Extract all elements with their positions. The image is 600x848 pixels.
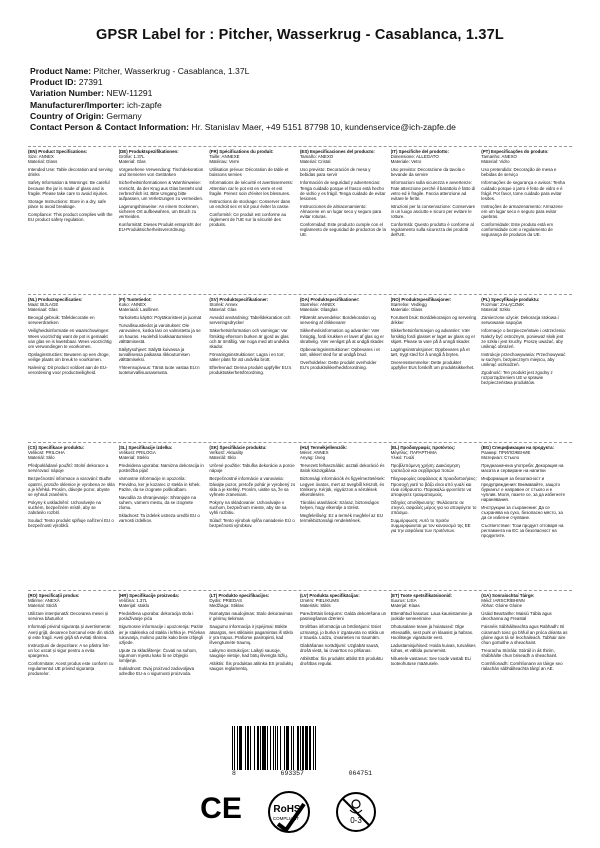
spec-paragraph: Förvaringsinstruktioner: Lagra i en torr, säker plats för att undvika brott. xyxy=(209,351,285,362)
spec-line: Medžiaga: Stiklas xyxy=(209,603,244,609)
spec-paragraph: Súlad: Tento výrobok spĺňa nariadenie EÚ o bezpečnosti výrobkov. xyxy=(209,518,295,529)
spec-line: Veľkosť: Aktuality xyxy=(209,450,243,456)
spec-paragraph: Säilytysohjeet: Säilytä kuivassa ja turvallisessa paikassa rikkoutumisen välttämiseksi. xyxy=(118,346,190,362)
svg-text:RoHS: RoHS xyxy=(273,804,301,815)
spec-paragraph: Predvidena uporaba: Namizna dekoracija in postrežba pijač xyxy=(118,463,204,474)
spec-paragraph: Storage Instructions: Store in a dry, safe place to avoid breakage. xyxy=(28,198,107,209)
meta-row: Variation Number: NEW-11291 xyxy=(30,88,153,99)
spec-paragraph: Informazioni sulla sicurezza e avvertenze: Fate attenzione perché il barattolo è fatto di vetro ed è fragile. Faccia attenzione ad evitare le ferite. xyxy=(390,180,476,201)
meta-row: Product ID: 27391 xyxy=(30,77,103,88)
spec-line: Materiāls: Stikls xyxy=(299,603,331,609)
spec-line: Materiale: Vetro xyxy=(390,159,422,165)
language-block-header: (RO) Specificații produs: xyxy=(28,593,80,598)
spec-paragraph: Forutsett bruk: Borddekorasjon og servering drikker xyxy=(390,315,477,326)
spec-paragraph: Predviđena uporaba: dekoracija stola i posluživanje pića xyxy=(118,611,194,622)
spec-paragraph: Glabāšanas norādījumi: Uzglabāt sausā, drošā vietā, lai izvairītos no plīšanas. xyxy=(299,642,380,653)
spec-line: Veličina: 1.37L xyxy=(118,598,148,604)
spec-line: Materiál: Sklo xyxy=(28,455,55,461)
spec-paragraph: Tervezett felhasználás: asztali dekoráció és italok kiszolgálása xyxy=(299,463,385,474)
language-block xyxy=(391,445,482,590)
page-title: GPSR Label for : Pitcher, Wasserkrug - Casablanca, 1.37L xyxy=(96,27,504,43)
language-block xyxy=(481,593,572,738)
language-block-header: (ES) Especificaciones del producto: xyxy=(299,149,375,154)
spec-paragraph: Tarkoitettu käyttö: Pöytäkoristeet ja juomat xyxy=(118,315,202,321)
spec-line: Material: Glas xyxy=(118,159,146,165)
language-block-header: (EN) Product Specifications: xyxy=(28,149,88,154)
spec-paragraph: Avsedd användning: Tabelldekoration och serveringsdrycker xyxy=(209,315,291,326)
spec-line: Materiaali: Lasillinen xyxy=(118,307,159,313)
spec-paragraph: Compliance: This product complies with the EU product safety regulation. xyxy=(28,211,113,223)
spec-paragraph: Úsáid Beartaithe: Maisiú Tábla agus deochanna ag Freastal xyxy=(481,611,552,622)
language-block xyxy=(28,149,119,294)
spec-line: Velikost: PRILOHA xyxy=(28,450,65,456)
language-band xyxy=(28,146,572,294)
spec-paragraph: Инструкции за съхранение: Да се съхранява на сухо, безопасно място, за да се избегне счупване. xyxy=(481,504,563,521)
spec-line: Koko: ANNEX xyxy=(118,302,146,308)
spec-line: Dimensione: ALLEGATO xyxy=(390,154,439,160)
spec-line: Material: Glas xyxy=(209,307,237,313)
spec-paragraph: Saugumo informacija ir įspėjimai: Būkite atsargūs, nes stiklainis pagamintas iš stiklo ir yra trapus. Prašome pasirūpinti, kad išvengtumėte traumų. xyxy=(209,624,294,645)
spec-paragraph: Pokyny na skladovanie: Uchovávajte v suchom, bezpečnom mieste, aby ste sa vyhli rozbitiu. xyxy=(209,499,287,516)
language-block xyxy=(300,445,391,590)
language-block-header: (LV) Produkta specifikācijas: xyxy=(299,593,360,598)
spec-paragraph: Bezpečnostní informace a varování: Buďte opatrní, protože sklenice je vyrobena ze skla a je křehká. Prosím, dávejte pozor, abyste se vyhnuli zraněním. xyxy=(28,476,115,497)
spec-paragraph: Sikkerhetsinformasjon og advarsler: Vær forsiktig fordi glasset er laget av glass og er skjørt. Please ta vare på å unngå skader. xyxy=(390,328,476,344)
spec-paragraph: Conformità: Questo prodotto è conforme al regolamento sulla sicurezza dei prodotti dell'UE. xyxy=(390,222,474,238)
language-block-header: (SL) Specifikacije izdelka: xyxy=(118,445,173,450)
spec-line: Størrelse: Vedlegg xyxy=(390,302,427,308)
spec-line: Materiał: Szkło xyxy=(481,307,511,313)
spec-paragraph: Opbevaringsinstruktioner: Opbevares i et tørt, sikkert sted for at undgå brud. xyxy=(299,346,380,357)
spec-paragraph: Instrucciones de almacenamiento: Almacene en un lugar seco y seguro para evitar roturas. xyxy=(299,203,382,220)
spec-paragraph: Biztonsági információk és figyelmeztetések: Legyen óvatos, mert az üvegből készült, és törékeny. Kérjük, vigyázzon a sérülések elkerülésére. xyxy=(299,476,385,497)
spec-paragraph: Utilisation prévue: Décoration de table et boissons servies xyxy=(209,167,289,178)
spec-paragraph: Conformidad: Este producto cumple con el reglamento de seguridad de productos de la UE. xyxy=(299,222,386,238)
spec-paragraph: Información de seguridad y advertencias: Tenga cuidado porque el frasco está hecho de vidrio y es frágil. Tenga cuidado de evitar lesiones. xyxy=(299,180,386,201)
spec-paragraph: Megfelelőség: Ez a termék megfelel az EU termékbiztonsági rendeletének. xyxy=(299,513,383,524)
spec-paragraph: Instrukcje przechowywania: Przechowywać w suchym, bezpiecznym miejscu, aby uniknąć uszkodzeń. xyxy=(481,351,566,368)
spec-paragraph: Veiligheidsinformatie en waarschuwingen: Wees voorzichtig want de pot is gemaakt van glas en is kwetsbaar. Wees voorzichtig om verwondingen te voorkomen. xyxy=(28,328,112,349)
spec-paragraph: Opslaginstructies: Bewaren op een droge, veilige plaats om breuk te voorkomen. xyxy=(28,351,110,362)
spec-paragraph: Instructions de stockage: Conserver dans un endroit sec et sûr pour éviter la casse. xyxy=(209,198,291,209)
product-meta xyxy=(30,66,456,133)
spec-paragraph: Informații privind siguranța și avertismente: Aveți grijă, deoarece borcanul este din sticlă și este fragil. Aveți grijă să evitați rănirea. xyxy=(28,624,114,640)
spec-line: Материал: Стъкло xyxy=(481,455,520,461)
spec-paragraph: Skladnost: Ta izdelek ustreza uredbi EU o varnosti izdelkov. xyxy=(118,513,200,524)
spec-line: Material: Cristal xyxy=(299,159,331,165)
spec-paragraph: Информация за безопасност и предупреждения: Внимавайте, защото бурканът е направен от стъкло и е чуплив. Моля, пазете се, за да избегнете наранявания. xyxy=(481,476,566,502)
language-block xyxy=(209,297,300,442)
spec-paragraph: Treoracha Stórála: Stóráil in áit thirim, shábháilte chun briseadh a sheachaint. xyxy=(481,647,558,658)
language-block-header: (HR) Specifikacije proizvoda: xyxy=(118,593,180,598)
spec-line: Méret: ANNEX xyxy=(299,450,329,456)
language-block xyxy=(119,445,210,590)
spec-paragraph: Sigurnosne informacije i upozorenja: Pazite jer je staklenka od stakla i krhka je. Pričekan rukovanja, molimo pazite kako biste izbjegli ozljede. xyxy=(118,624,206,645)
spec-paragraph: Uso pretendido: Decoração de mesa e bebidas de serviço xyxy=(481,167,557,178)
meta-row: Manufacturer/Importer: ich-zapfe xyxy=(30,99,162,110)
meta-row: Country of Origin: Germany xyxy=(30,110,142,121)
spec-paragraph: Ettenähtud kasutus: Laua kaunistamine ja jookide serveerimine xyxy=(390,611,473,622)
spec-paragraph: Nõuetele vastavus: See toode vastab ELi tooteohutuse määrusele. xyxy=(390,655,471,667)
spec-paragraph: Utilizare intenționată: Decorarea mesei și servirea băuturilor xyxy=(28,611,109,622)
spec-paragraph: Zgodność: Ten produkt jest zgodny z rozporządzeniem UE w sprawie bezpieczeństwa produktów. xyxy=(481,370,553,386)
spec-paragraph: Tárolási utasítások: Száraz, biztonságos helyen, hogy elkerülje a törést. xyxy=(299,499,379,510)
language-block-header: (PT) Especificações do produto: xyxy=(481,149,549,154)
spec-line: Suurus: LISA xyxy=(390,598,417,604)
language-block xyxy=(209,149,300,294)
language-block xyxy=(209,445,300,590)
spec-line: Materiaal: Glas xyxy=(28,307,58,313)
spec-paragraph: Předpokládané použití: Stolní dekorace a servírovací nápoje xyxy=(28,463,109,474)
language-block xyxy=(119,297,210,442)
spec-paragraph: Informações de segurança e avisos: Tenha cuidado porque o jarro é feito de vidro e é frágil. Por favor, tome cuidado para evitar lesões. xyxy=(481,180,565,201)
language-band xyxy=(28,442,572,590)
spec-paragraph: Zamierzone użycie: Dekoracja stołowa i serwowanie napojów xyxy=(481,315,559,326)
language-block-header: (ET) Toote spetsifikatsioonid: xyxy=(390,593,453,598)
language-block-header: (LT) Produkto specifikacijos: xyxy=(209,593,270,598)
svg-text:0-3: 0-3 xyxy=(350,816,362,825)
language-block xyxy=(391,149,482,294)
spec-paragraph: Påtænkt anvendelse: Bordekoration og servering af drikkevarer xyxy=(299,315,376,326)
spec-line: Mărime: ANEXĂ xyxy=(28,598,60,604)
spec-paragraph: Istruzioni per la conservazione: Conservare in un luogo asciutto e sicuro per evitare le rotture. xyxy=(390,203,476,220)
language-grid xyxy=(28,146,572,738)
spec-paragraph: Faisnéis Sábháilteachta agus Rabhadh: Bí cúramach toisc go bhfuil an próca déanta as gloine agus tá sé leochaileach. Tabhair aire chun gortuithe a sheachaint. xyxy=(481,624,568,645)
spec-paragraph: Laikymo instrukcijos: Laikyti sausoje, saugioje vietoje, kad būtų išvengta lūžių. xyxy=(209,647,288,658)
spec-line: Materjal: Klaas xyxy=(390,603,420,609)
spec-line: Размер: ПРИЛОЖЕНИЕ xyxy=(481,450,531,456)
spec-paragraph: Οδηγίες αποθήκευσης: Φυλάσσετε σε στεγνό, ασφαλές μέρος για να αποφύγετε το σπάσιμο. xyxy=(390,499,477,516)
spec-paragraph: Intended Use: Table decoration and serving drinks xyxy=(28,167,113,178)
spec-paragraph: Συμμόρφωση: Αυτό το προϊόν συμμορφώνεται με τον κανονισμό της ΕΕ για την ασφάλεια των προϊόντων. xyxy=(390,518,471,534)
spec-paragraph: Yhteensopivuus: Tämä tuote vastaa EU:n tuoteturvallisuusasetusta. xyxy=(118,365,200,376)
spec-paragraph: Drošības informācija un brīdinājumi: Esiet uzmanīgi, jo burka ir izgatavota no stikla un ir trausla. Lūdzu, izvairieties no traumām. xyxy=(299,624,385,640)
spec-paragraph: Προβλεπόμενη χρήση: Διακόσμηση τραπεζιού και σερβίρισμα ποτών xyxy=(390,463,460,474)
language-block xyxy=(119,149,210,294)
spec-paragraph: Naleving: Dit product voldoet aan de EU-verordening voor productveiligheid. xyxy=(28,365,108,376)
spec-line: Maat: BIJLAGE xyxy=(28,302,59,308)
spec-paragraph: Uso previsto: Decorazione da tavola e bevande da servire xyxy=(390,167,465,178)
not-for-children-0-3-icon xyxy=(334,790,378,834)
spec-line: Material: Glass xyxy=(28,159,58,165)
language-block xyxy=(300,593,391,738)
spec-line: Materijal: staklo xyxy=(118,603,150,609)
language-block-header: (GA) Sonraíochtaí Táirge: xyxy=(481,593,535,598)
spec-paragraph: Instruções de armazenamento: Armazene em um lugar seco e seguro para evitar quebras. xyxy=(481,203,563,220)
rohs-compliant-icon xyxy=(264,790,314,834)
spec-paragraph: Sicherheitsinformationen & Warnhinweise: Vorsicht, da der Krug aus Glas besteht und zerbrechlich ist. Bitte Umgang bitte aufpassen, um Verletzungen zu vermeiden. xyxy=(118,180,204,201)
spec-paragraph: Comhlíonadh: Comhlíonann an táirge seo rialachán sábháilteachta táirgí an AE. xyxy=(481,661,563,672)
spec-paragraph: Conformitate: Acest produs este conform cu regulamentul UE privind siguranța produselor. xyxy=(28,661,114,677)
spec-paragraph: Informations de sécurité et avertissements: Attention car le pot est en verre et est fragile. Prenez soin d'éviter les blessures. xyxy=(209,180,294,196)
spec-line: Material: Sticlă xyxy=(28,603,57,609)
spec-line: Ábhar: Gloine Gloine xyxy=(481,603,523,609)
spec-line: Größe: 1.37L xyxy=(118,154,145,160)
spec-line: Matériau: Verre xyxy=(209,159,240,165)
spec-line: Υλικό: Γυαλί xyxy=(390,455,415,461)
language-block-header: (FI) Tuotetiedot: xyxy=(118,297,152,302)
language-block xyxy=(391,593,482,738)
language-block-header: (FR) Spécifications du produit: xyxy=(209,149,274,154)
spec-line: Velikost: PRILOGA xyxy=(118,450,156,456)
spec-line: Storlek: Annex xyxy=(209,302,238,308)
language-block-header: (IT) Specifiche del prodotto: xyxy=(390,149,449,154)
spec-paragraph: Konformität: Dieses Produkt entspricht der EU-Produktsicherheitsverordnung. xyxy=(118,222,202,233)
spec-line: Taille: ANNEXE xyxy=(209,154,240,160)
spec-paragraph: Предназначена употреба: Декорация на масата и сервиране на напитки xyxy=(481,463,564,474)
spec-paragraph: Sukladnost: Ovaj proizvod zadovoljava odredbe EU-a o sigurnosti proizvoda. xyxy=(118,666,195,677)
barcode-digits: 8 693357 064751 xyxy=(232,770,372,777)
spec-paragraph: Určené použitie: Tabuľka dekorácie a porcie nápoje xyxy=(209,463,295,474)
language-band xyxy=(28,294,572,442)
spec-line: Rozmiar: ZAŁĄCZNIK xyxy=(481,302,525,308)
spec-paragraph: Instrucțiuni de depozitare: A se păstra într-un loc uscat și sigur pentru a evita spargerea. xyxy=(28,642,111,658)
language-block xyxy=(481,297,572,442)
spec-paragraph: Varnostne informacije in opozorila: Previdno, ker je kozarec iz stekla in krhek. Pazite, da se izognete poškodbam. xyxy=(118,476,201,492)
spec-line: Material: Vidro xyxy=(481,159,510,165)
language-block xyxy=(209,593,300,738)
spec-line: Materiale: Glasglas xyxy=(299,307,338,313)
spec-paragraph: Atbilstība: Šis produkts atbilst ES produktu drošības regulai. xyxy=(299,655,383,667)
language-block xyxy=(300,297,391,442)
spec-paragraph: Efterlevnad: Denna produkt uppfyller EU:s produktsäkerhetsförordning. xyxy=(209,365,292,376)
spec-paragraph: Soulad: Tento produkt splňuje nařízení EU o bezpečnosti výrobků. xyxy=(28,518,114,529)
language-block-header: (DE) Produktspezifikationen: xyxy=(118,149,179,154)
spec-line: Izmērs: PIELIKUMS xyxy=(299,598,340,604)
language-block-header: (PL) Specyfikacje produktu: xyxy=(481,297,540,302)
spec-paragraph: Bezpečnostné informácie a varovania: Dávajte pozor, pretože pohár je vyrobený zo skla a je krehký. Prosím, uistite sa, že sa vyhnete zraneniam. xyxy=(209,476,296,497)
language-band xyxy=(28,590,572,738)
spec-paragraph: Conformidade: Este produto está em conformidade com o regulamento de segurança de produtos da UE. xyxy=(481,222,554,238)
language-block xyxy=(28,297,119,442)
barcode xyxy=(232,726,372,782)
language-block xyxy=(28,593,119,738)
spec-paragraph: Lagerungshinweise: An einem trockenen, sicheren Ort aufbewahren, um Bruch zu vermeiden. xyxy=(118,203,199,220)
spec-paragraph: Sikkerhedsinformation og advarsler: Vær forsigtig, fordi krukken er lavet af glas og er skrøbelig. Vær venligst på at undgå skader. xyxy=(299,328,385,344)
spec-line: Tamanho: ANEXO xyxy=(481,154,517,160)
language-block-header: (SV) Produktspecifikationer: xyxy=(209,297,269,302)
spec-paragraph: Numatytas naudojimas: Stalo dekoravimas ir gėrimų tiekimas xyxy=(209,611,293,622)
spec-paragraph: Uso previsto: Decoración de mesa y bebidas para servir xyxy=(299,167,371,178)
spec-paragraph: Vorgesehene Verwendung: Tischdekoration und Servieren von Getränken xyxy=(118,167,204,178)
language-block-header: (CS) Specifikace produktu: xyxy=(28,445,85,450)
spec-line: Materiál: Sklo xyxy=(209,455,236,461)
language-block-header: (NO) Produktspesifikasjoner: xyxy=(390,297,452,302)
ce-mark-icon xyxy=(200,790,242,824)
spec-line: Anyag: Üveg xyxy=(299,455,326,461)
spec-paragraph: Lagringsinstruksjoner: Oppbevares på et tørt, trygt sted for å unngå å brytes. xyxy=(390,346,470,357)
svg-text:COMPLIANT: COMPLIANT xyxy=(272,816,300,821)
spec-paragraph: Beoogd gebruik: Tafeldecoratie en serveerdranken xyxy=(28,315,95,326)
language-block-header: (NL) Productspecificaties: xyxy=(28,297,83,302)
spec-line: Μέγεθος: ΠΑΡΑΡΤΗΜΑ xyxy=(390,450,437,456)
spec-paragraph: Πληροφορίες ασφάλειας & προειδοποιήσεις: Προσοχή γιατί το βάζο είναι από γυαλί και είναι εύθραυστο. Παρακαλώ φροντίστε να αποφύγετε τραυματισμούς. xyxy=(390,476,477,497)
spec-paragraph: Съответствие: Този продукт отговаря на регламента на ЕС за безопасност на продуктите. xyxy=(481,523,564,539)
svg-text:CE: CE xyxy=(200,792,242,824)
language-block-header: (DA) Produktspecifikationer: xyxy=(299,297,360,302)
language-block-header: (BG) Спецификации на продукта: xyxy=(481,445,554,450)
language-block xyxy=(481,445,572,590)
spec-line: Tamaño: ANEXO xyxy=(299,154,334,160)
spec-line: Materiale: Glass xyxy=(390,307,423,313)
spec-paragraph: Ladustamisjuhised: Hoida kuivas, turvalises kohas, et vältida purunemist. xyxy=(390,642,476,653)
language-block xyxy=(119,593,210,738)
meta-row: Contact Person & Contact Information: Hr. Stanislav Maer, +49 5151 87798 10, kundenservice@ich-zapfe.de xyxy=(30,122,456,133)
spec-paragraph: Overholdelse: Dette produkt overholder EU's produktsikkerhedsforordning. xyxy=(299,359,377,371)
language-block xyxy=(391,297,482,442)
spec-paragraph: Informacje o bezpieczeństwie i ostrzeżenia: Należy być ostrożnym, ponieważ słoik jest ze szkła i jest kruchy. Proszę uważać, aby uniknąć obrażeń. xyxy=(481,328,566,349)
spec-paragraph: Upute za skladištenje: Čuvati na suhom, sigurnom mjestu kako bi se izbjeglo lomljenje. xyxy=(118,647,197,664)
spec-paragraph: Turvallisuustiedot ja varoitukset: Ole varovainen, koska lasi on valmistettu ja se on hauras. Huolehdi loukkaantumisen välttämisestä. xyxy=(118,323,201,344)
language-block xyxy=(481,149,572,294)
spec-line: Size: ANNEX xyxy=(28,154,54,160)
barcode-bar xyxy=(315,726,316,770)
spec-line: Størrelse: ANNEX xyxy=(299,302,336,308)
spec-paragraph: Ohutusalane teave ja hoiatused: Olge ettevaatlik, sest purk on klaasist ja habras. Hoolitsege vigastuste eest. xyxy=(390,624,474,640)
spec-line: Méid: IARSCRÍBHINN xyxy=(481,598,525,604)
spec-paragraph: Navodila za shranjevanje: Shranjujte na suhem, varnem mestu, da se izognete zlomu. xyxy=(118,494,197,510)
language-block xyxy=(28,445,119,590)
language-block-header: (SK) Špecifikácie produktu: xyxy=(209,445,267,450)
spec-paragraph: Conformité: Ce produit est conforme au règlement de l'UE sur la sécurité des produits. xyxy=(209,211,287,228)
spec-paragraph: Pokyny k uskladnění: Uchovávejte na suchém, bezpečném místě, aby se zabránilo rozbití. xyxy=(28,499,101,516)
spec-line: Material: Steklo xyxy=(118,455,149,461)
spec-paragraph: Overensstemmelse: Dette produktet oppfyller EUs forskrift om produktsikkerhet. xyxy=(390,359,475,371)
spec-line: Dydis: PRIEDAS xyxy=(209,598,243,604)
spec-paragraph: Paredzētais lietojums: Galda dekorēšana un pasniegšanas dzērieni xyxy=(299,611,387,622)
language-block xyxy=(300,149,391,294)
language-block-header: (HU) Termékjellemzők: xyxy=(299,445,347,450)
spec-paragraph: Säkerhetsinformation och varningar: Var försiktig eftersom burken är gjord av glas och är ömtålig. Var noga med att undvika skador. xyxy=(209,328,290,349)
spec-paragraph: Safety Information & Warnings: Be careful because the jar is made of glass and is fragile. Please take care to avoid injuries. xyxy=(28,180,110,196)
barcode-bars xyxy=(232,726,372,770)
spec-paragraph: Atitiktis: Šis produktas atitinka ES produktų saugos reglamentą. xyxy=(209,661,293,672)
meta-row: Product Name: Pitcher, Wasserkrug - Casablanca, 1.37L xyxy=(30,66,250,76)
language-block-header: (EL) Προδιαγραφές προϊόντος: xyxy=(390,445,456,450)
